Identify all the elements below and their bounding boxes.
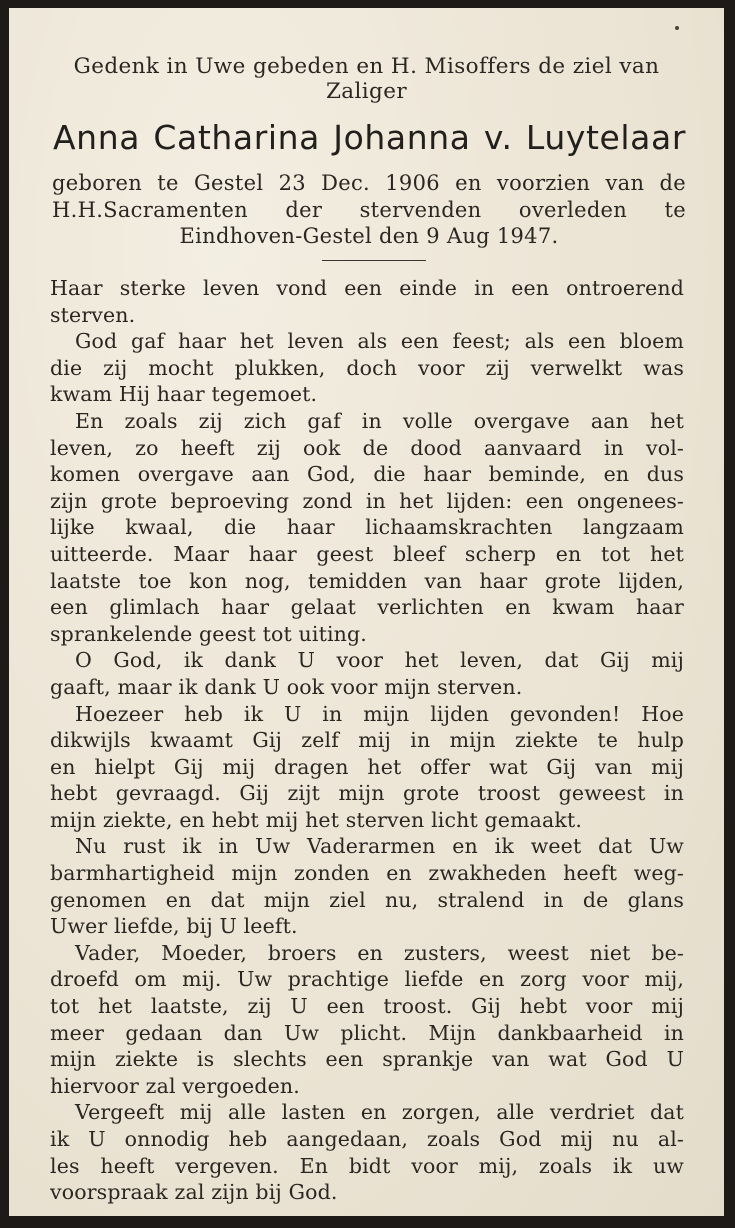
deceased-name: Anna Catharina Johanna v. Luytelaar [53,118,686,157]
text-line: mijn ziekte is slechts een sprankje van wat God U [50,1047,684,1072]
text-line: Nu rust ik in Uw Vaderarmen en ik weet dat Uw [75,834,684,859]
text-line: Vader, Moeder, broers en zusters, weest niet be- [75,940,684,965]
header-line-2: Zaliger [325,79,408,104]
text-line: En zoals zij zich gaf in volle overgave aan het [75,408,684,433]
text-line: mijn ziekte, en hebt mij het sterven licht gemaakt. [50,807,583,832]
text-line: les heeft vergeven. En bidt voor mij, zoals ik uw [50,1153,684,1178]
details-line-2: H.H.Sacramenten der stervenden overleden te [52,197,686,222]
text-line: God gaf haar het leven als een feest; als een bloem [75,329,684,354]
text-line: sprankelende geest tot uiting. [50,621,367,646]
header-line-1: Gedenk in Uwe gebeden en H. Misoffers de ziel van [73,54,660,79]
text-line: lijke kwaal, die haar lichaamskrachten langzaam [50,515,684,540]
text-line: een glimlach haar gelaat verlichten en kwam haar [50,595,684,620]
text-line: meer gedaan dan Uw plicht. Mijn dankbaarheid in [50,1020,684,1045]
birth-death-details [52,170,686,250]
card-header [9,54,724,104]
text-line: uitteerde. Maar haar geest bleef scherp en tot het [50,541,684,566]
text-line: zijn grote beproeving zond in het lijden: een ongenees- [50,488,684,513]
text-line: laatste toe kon nog, temidden van haar grote lijden, [50,568,684,593]
text-line: ik U onnodig heb aangedaan, zoals God mij nu al- [50,1127,684,1151]
text-line: O God, ik dank U voor het leven, dat Gij mij [75,648,684,673]
text-line: Hoezeer heb ik U in mijn lijden gevonden! Hoe [75,701,684,726]
text-line: barmhartigheid mijn zonden en zwakheden heeft weg- [50,861,684,886]
text-line: en hielpt Gij mij dragen het offer wat Gij van mij [50,754,684,779]
text-line: Uwer liefde, bij U leeft. [50,914,298,939]
text-line: kwam Hij haar tegemoet. [50,382,318,407]
text-line: leven, zo heeft zij ook de dood aanvaard in vol- [50,435,684,460]
text-line: Vergeeft mij alle lasten en zorgen, alle verdriet dat [75,1100,684,1125]
text-line: hiervoor zal vergoeden. [50,1073,300,1098]
text-line: gaaft, maar ik dank U ook voor mijn sterven. [50,674,523,699]
text-line: Haar sterke leven vond een einde in een ontroerend [50,276,684,300]
text-line: komen overgave aan God, die haar beminde, en dus [50,462,684,487]
text-line: droefd om mij. Uw prachtige liefde en zorg voor mij, [50,967,684,992]
ink-speck [675,26,679,30]
divider-rule [322,260,426,261]
memorial-text [50,275,684,1206]
details-line-3: Eindhoven-Gestel den 9 Aug 1947. [179,224,559,248]
text-line: genomen en dat mijn ziel nu, stralend in de glans [50,887,684,912]
text-line: die zij mocht plukken, doch voor zij verwelkt was [50,355,684,380]
text-line: dikwijls kwaamt Gij zelf mij in mijn ziekte te hulp [50,728,684,753]
text-line: sterven. [50,302,136,327]
text-line: tot het laatste, zij U een troost. Gij hebt voor mij [50,994,684,1019]
text-line: voorspraak zal zijn bij God. [50,1180,338,1205]
details-line-1: geboren te Gestel 23 Dec. 1906 en voorzien van de [52,171,686,195]
text-line: hebt gevraagd. Gij zijt mijn grote troost geweest in [50,781,684,806]
memorial-card [9,8,724,1216]
